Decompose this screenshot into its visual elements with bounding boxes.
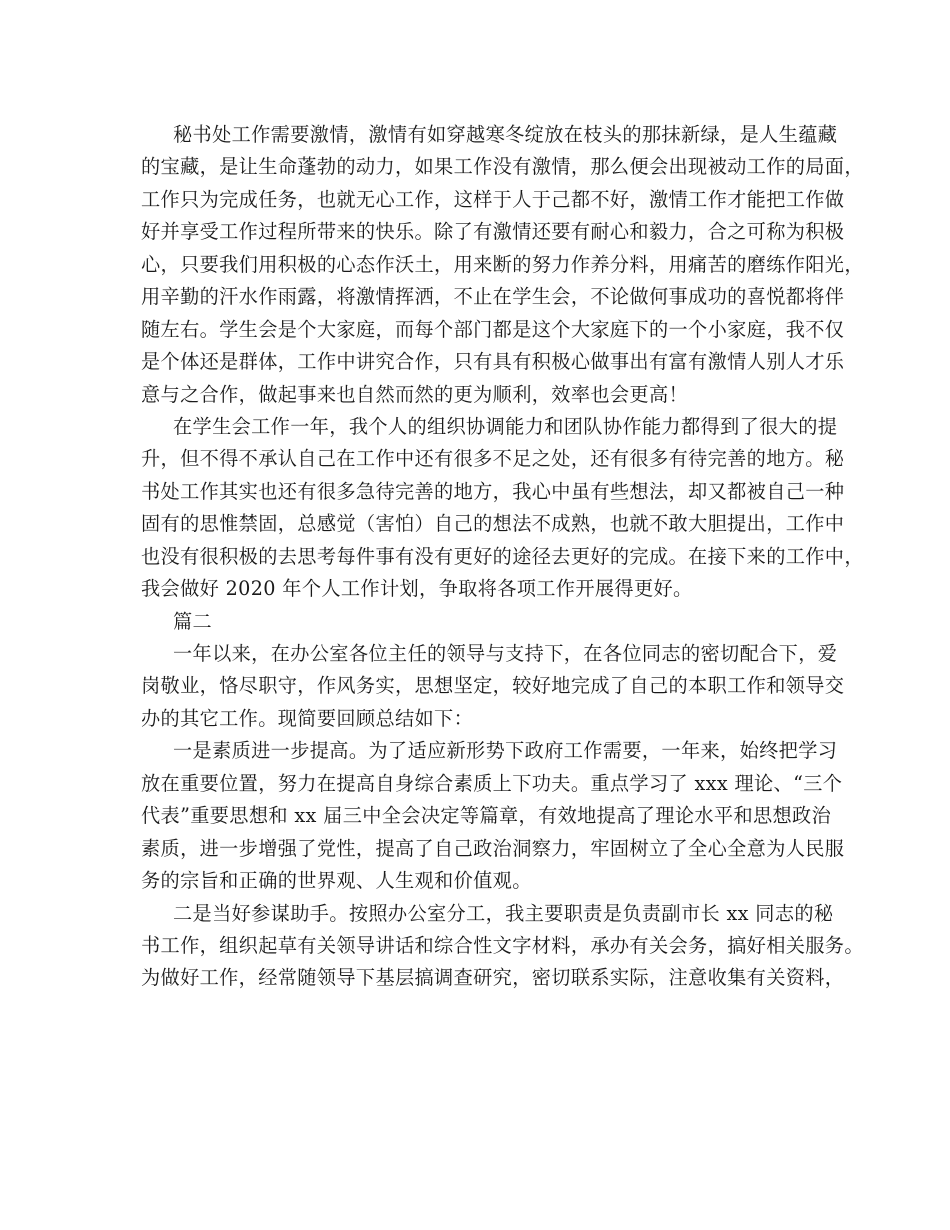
text-line: 固有的思惟禁固，总感觉（害怕）自己的想法不成熟，也就不敢大胆提出，工作中	[141, 512, 845, 536]
text-line: 我会做好 2020 年个人工作计划，争取将各项工作开展得更好。	[141, 577, 693, 601]
text-line: 书工作，组织起草有关领导讲话和综合性文字材料，承办有关会务，搞好相关服务。	[141, 933, 864, 957]
text-line: 心，只要我们用积极的心态作沃土，用来断的努力作养分料，用痛苦的磨练作阳光，	[141, 252, 864, 276]
text-line: 用辛勤的汗水作雨露，将激情挥洒，不止在学生会，不论做何事成功的喜悦都将伴	[141, 285, 845, 309]
text-line: 书处工作其实也还有很多急待完善的地方，我心中虽有些想法，却又都被自己一种	[141, 479, 845, 503]
text-line: 务的宗旨和正确的世界观、人生观和价值观。	[141, 869, 532, 893]
text-line: 代表”重要思想和 xx 届三中全会决定等篇章，有效地提高了理论水平和思想政治	[141, 804, 832, 828]
text-line: 的宝藏，是让生命蓬勃的动力，如果工作没有激情，那么便会出现被动工作的局面，	[141, 155, 864, 179]
text-line: 岗敬业，恪尽职守，作风务实，思想坚定，较好地完成了自己的本职工作和领导交	[141, 674, 845, 698]
section-heading: 篇二	[173, 609, 213, 633]
text-line: 素质，进一步增强了党性，提高了自己政治洞察力，牢固树立了全心全意为人民服	[141, 836, 845, 860]
text-line: 为做好工作，经常随领导下基层搞调查研究，密切联系实际，注意收集有关资料，	[141, 966, 845, 990]
text-line: 一是素质进一步提高。为了适应新形势下政府工作需要，一年来，始终把学习	[173, 739, 838, 763]
text-line: 办的其它工作。现简要回顾总结如下：	[141, 706, 474, 730]
text-line: 在学生会工作一年，我个人的组织协调能力和团队协作能力都得到了很大的提	[173, 414, 838, 438]
text-line: 放在重要位置，努力在提高自身综合素质上下功夫。重点学习了 xxx 理论、“三个	[141, 771, 843, 795]
text-line: 好并享受工作过程所带来的快乐。除了有激情还要有耐心和毅力，合之可称为积极	[141, 220, 845, 244]
text-line: 一年以来，在办公室各位主任的领导与支持下，在各位同志的密切配合下，爱	[173, 642, 838, 665]
text-line: 工作只为完成任务，也就无心工作，这样于人于己都不好，激情工作才能把工作做	[141, 187, 845, 211]
document-body	[0, 119, 950, 995]
text-line: 随左右。学生会是个大家庭，而每个部门都是这个大家庭下的一个小家庭，我不仅	[141, 317, 845, 341]
text-line: 也没有很积极的去思考每件事有没有更好的途径去更好的完成。在接下来的工作中，	[141, 544, 864, 568]
text-line: 是个体还是群体，工作中讲究合作，只有具有积极心做事出有富有激情人别人才乐	[141, 350, 845, 374]
text-line: 升，但不得不承认自己在工作中还有很多不足之处，还有很多有待完善的地方。秘	[141, 447, 845, 471]
text-line: 意与之合作，做起事来也自然而然的更为顺利，效率也会更高！	[141, 382, 689, 406]
text-line: 二是当好参谋助手。按照办公室分工，我主要职责是负责副市长 xx 同志的秘	[173, 901, 834, 925]
text-line: 秘书处工作需要激情，激情有如穿越寒冬绽放在枝头的那抹新绿，是人生蕴藏	[173, 123, 838, 146]
